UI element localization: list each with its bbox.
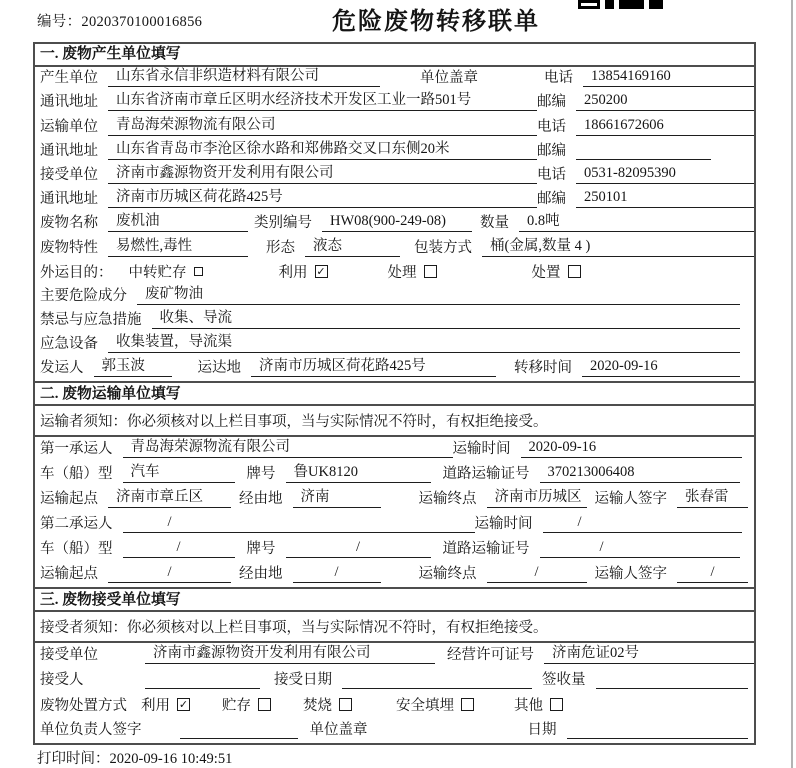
acceptor-field[interactable] [145, 670, 260, 689]
disposal-other [514, 694, 563, 715]
plate-number-field[interactable]: 鲁UK8120 [286, 463, 431, 483]
producer-address-field[interactable]: 山东省济南市章丘区明水经济技术开发区工业一路501号 [108, 91, 537, 111]
date-field[interactable] [567, 720, 749, 739]
accept-date-label: 接受日期 [274, 672, 332, 689]
disposal-incinerate [303, 694, 352, 715]
serial-label: 编号： [37, 14, 82, 30]
accepting-unit-field[interactable]: 济南市鑫源物资开发利用有限公司 [145, 644, 435, 664]
origin-label: 运输起点 [40, 566, 98, 583]
section2-title: 二. 废物运输单位填写 [35, 381, 754, 406]
transfer-storage-checkbox[interactable] [194, 267, 203, 276]
quantity-label: 数量 [480, 215, 509, 232]
checkbox-label: 焚烧 [303, 698, 332, 715]
disposal-storage-checkbox[interactable] [258, 698, 271, 711]
endpoint-field[interactable]: 济南市历城区 [487, 488, 587, 508]
emergency-equipment-field[interactable]: 收集装置，导流渠 [108, 333, 740, 353]
form-state-label: 形态 [266, 239, 295, 256]
transporter-zipcode-field[interactable] [576, 141, 711, 160]
purpose-dispose [532, 261, 581, 282]
purpose-treat [388, 261, 437, 282]
vehicle-type-label: 车（船）型 [40, 541, 113, 558]
carrier-signature-label: 运输人签字 [594, 566, 667, 583]
disposal-other-checkbox[interactable] [550, 698, 563, 711]
qr-block [578, 0, 600, 9]
purpose-transfer-storage [129, 261, 203, 282]
waste-property-field[interactable]: 易燃性,毒性 [108, 237, 248, 257]
transport-time-field[interactable]: 2020-09-16 [521, 438, 743, 458]
origin-field[interactable]: 济南市章丘区 [108, 488, 231, 508]
destination-field[interactable]: 济南市历城区荷花路425号 [251, 357, 496, 377]
zipcode-label: 邮编 [537, 142, 566, 159]
transporter-unit-label: 运输单位 [40, 118, 98, 135]
responsible-signature-label: 单位负责人签字 [40, 722, 142, 739]
shipper-label: 发运人 [40, 360, 84, 377]
transport-time-label: 运输时间 [452, 441, 511, 458]
address-label: 通讯地址 [40, 191, 98, 208]
disposal-method-row [35, 693, 754, 718]
road-permit-field[interactable]: 370213006408 [540, 463, 741, 483]
accepting-unit-row [35, 643, 754, 668]
accepting-unit-label: 接受单位 [40, 647, 98, 664]
waste-property-row [35, 236, 754, 260]
page-title: 危险废物转移联单 [332, 7, 540, 35]
plate-number-field-2[interactable]: / [286, 538, 431, 558]
checkbox-label: 安全填埋 [396, 698, 454, 715]
disposal-incinerate-checkbox[interactable] [339, 698, 352, 711]
treat-checkbox[interactable] [424, 265, 437, 278]
acceptor-row [35, 668, 754, 693]
zipcode-label: 邮编 [537, 94, 566, 111]
transporter-notice-row [35, 406, 754, 437]
second-carrier-field[interactable]: / [123, 513, 475, 533]
vehicle-type-field-2[interactable]: / [123, 538, 235, 558]
via-label: 经由地 [239, 491, 283, 508]
section2-body [35, 437, 754, 587]
notice-text: 你必须核对以上栏目事项，当与实际情况不符时，有权拒绝接受。 [127, 414, 548, 431]
checkbox-label: 利用 [278, 265, 308, 282]
section1-title: 一. 废物产生单位填写 [35, 44, 754, 67]
outbound-purpose-row [35, 261, 754, 285]
qr-block [649, 0, 663, 9]
disposal-utilize-checkbox[interactable]: ✓ [178, 698, 189, 712]
checkbox-label: 中转贮存 [128, 265, 187, 282]
page-edge-line [791, 0, 793, 768]
via-label: 经由地 [239, 566, 283, 583]
receiver-unit-field[interactable]: 济南市鑫源物资开发利用有限公司 [108, 164, 537, 184]
emergency-measures-label: 禁忌与应急措施 [40, 312, 142, 329]
qr-code-fragment [578, 0, 663, 9]
producer-unit-field[interactable]: 山东省永信非织造材料有限公司 [108, 67, 380, 87]
receiver-address-field[interactable]: 济南市历城区荷花路425号 [108, 188, 537, 208]
checkbox-label: 处置 [531, 265, 561, 282]
address-label: 通讯地址 [40, 142, 98, 159]
category-code-field[interactable]: HW08(900-249-08) [322, 212, 472, 232]
signed-quantity-field[interactable] [596, 670, 749, 689]
emergency-equipment-row [35, 333, 754, 357]
road-permit-label: 道路运输证号 [442, 541, 530, 558]
print-time [37, 747, 232, 768]
producer-address-row [35, 91, 754, 115]
checkbox-label: 利用 [141, 698, 170, 715]
emergency-measures-field[interactable]: 收集、导流 [152, 309, 741, 329]
road-permit-field-2[interactable]: / [540, 538, 741, 558]
vehicle-type-row-1 [35, 462, 754, 487]
outbound-purpose-label: 外运目的： [40, 265, 113, 282]
transporter-phone-field[interactable]: 18661672606 [576, 116, 754, 136]
transporter-unit-field[interactable]: 青岛海荣源物流有限公司 [108, 116, 537, 136]
packaging-label: 包装方式 [414, 239, 472, 256]
license-number-field[interactable]: 济南危证02号 [544, 644, 754, 664]
date-label: 日期 [527, 722, 557, 739]
second-carrier-label: 第二承运人 [40, 516, 113, 533]
receiver-notice-row [35, 612, 754, 643]
plate-number-label: 牌号 [246, 541, 276, 558]
emergency-equipment-label: 应急设备 [40, 336, 98, 353]
producer-unit-label: 产生单位 [40, 70, 98, 87]
notice-label: 接受者须知： [40, 620, 127, 637]
form-serial-number [37, 10, 202, 31]
transport-time-label: 运输时间 [474, 516, 533, 533]
second-carrier-row [35, 512, 754, 537]
endpoint-field-2[interactable]: / [487, 563, 587, 583]
waste-name-row [35, 212, 754, 236]
transporter-address-row [35, 140, 754, 164]
zipcode-label: 邮编 [537, 191, 566, 208]
endpoint-label: 运输终点 [418, 566, 477, 583]
section1-body [35, 67, 754, 381]
waste-name-field[interactable]: 废机油 [108, 212, 248, 232]
responsible-signature-field[interactable] [180, 720, 298, 739]
plate-number-label: 牌号 [246, 466, 276, 483]
shipper-row [35, 357, 754, 381]
waste-name-label: 废物名称 [40, 215, 98, 232]
phone-label: 电话 [537, 166, 566, 183]
first-carrier-field[interactable]: 青岛海荣源物流有限公司 [123, 438, 453, 458]
route-row-1 [35, 487, 754, 512]
via-field-2[interactable]: / [293, 563, 381, 583]
signed-quantity-label: 签收量 [542, 672, 586, 689]
transfer-date-label: 转移时间 [514, 360, 572, 377]
acceptor-label: 接受人 [40, 672, 84, 689]
origin-label: 运输起点 [40, 491, 98, 508]
transfer-form-table [33, 42, 756, 745]
qr-block [619, 0, 644, 9]
category-code-label: 类别编号 [254, 215, 312, 232]
hazard-component-label: 主要危险成分 [40, 287, 127, 304]
transporter-address-field[interactable]: 山东省青岛市李沧区徐水路和郑佛路交叉口东侧20米 [108, 140, 537, 160]
route-row-2 [35, 562, 754, 587]
form-state-field[interactable]: 液态 [305, 237, 400, 257]
notice-text: 你必须核对以上栏目事项，当与实际情况不符时，有权拒绝接受。 [127, 620, 548, 637]
disposal-method-label: 废物处置方式 [40, 698, 127, 715]
via-field[interactable]: 济南 [293, 488, 381, 508]
disposal-utilize [141, 694, 190, 715]
checkbox-label: 贮存 [222, 698, 251, 715]
unit-seal-label: 单位盖章 [309, 722, 368, 739]
receiver-phone-field[interactable]: 0531-82095390 [576, 164, 754, 184]
shipper-field[interactable]: 郭玉波 [94, 357, 172, 377]
receiver-zipcode-field[interactable]: 250101 [576, 188, 754, 208]
hazard-component-row [35, 285, 754, 309]
receiver-address-row [35, 188, 754, 212]
phone-label: 电话 [544, 70, 573, 87]
producer-zipcode-field[interactable]: 250200 [576, 91, 754, 111]
license-number-label: 经营许可证号 [447, 647, 534, 664]
road-permit-label: 道路运输证号 [442, 466, 530, 483]
disposal-landfill [396, 694, 474, 715]
disposal-landfill-checkbox[interactable] [461, 698, 474, 711]
checkbox-label: 处理 [387, 265, 417, 282]
endpoint-label: 运输终点 [418, 491, 477, 508]
serial-value: 2020370100016856 [81, 14, 203, 30]
destination-label: 运达地 [197, 360, 241, 377]
waste-property-label: 废物特性 [40, 239, 98, 256]
section3-title: 三. 废物接受单位填写 [35, 587, 754, 612]
first-carrier-label: 第一承运人 [40, 441, 113, 458]
carrier-signature-field[interactable]: 张春雷 [677, 488, 748, 508]
unit-seal-label: 单位盖章 [420, 70, 478, 87]
print-time-value: 2020-09-16 10:49:51 [109, 751, 233, 767]
notice-label: 运输者须知： [40, 414, 127, 431]
transfer-date-field[interactable]: 2020-09-16 [582, 357, 740, 377]
section3-body [35, 643, 754, 743]
receiver-unit-row [35, 164, 754, 188]
emergency-measures-row [35, 309, 754, 333]
qr-block [605, 0, 614, 9]
print-time-label: 打印时间： [37, 751, 110, 767]
carrier-signature-field-2[interactable]: / [677, 563, 748, 583]
purpose-utilize [279, 261, 328, 282]
origin-field-2[interactable]: / [108, 563, 231, 583]
address-label: 通讯地址 [40, 94, 98, 111]
vehicle-type-label: 车（船）型 [40, 466, 113, 483]
packaging-field[interactable]: 桶(金属,数量 4 ) [482, 237, 754, 257]
producer-unit-row [35, 67, 754, 91]
accept-date-field[interactable] [342, 670, 532, 689]
dispose-checkbox[interactable] [568, 265, 581, 278]
first-carrier-row [35, 437, 754, 462]
receiver-unit-label: 接受单位 [40, 166, 98, 183]
checkbox-label: 其他 [514, 698, 543, 715]
utilize-checkbox[interactable]: ✓ [316, 265, 326, 279]
vehicle-type-row-2 [35, 537, 754, 562]
transporter-unit-row [35, 115, 754, 139]
quantity-field[interactable]: 0.8吨 [519, 212, 754, 232]
disposal-storage [222, 694, 271, 715]
transport-time-field-2[interactable]: / [543, 513, 743, 533]
vehicle-type-field[interactable]: 汽车 [123, 463, 235, 483]
hazard-component-field[interactable]: 废矿物油 [137, 285, 740, 305]
phone-label: 电话 [537, 118, 566, 135]
responsible-signature-row [35, 718, 754, 743]
producer-phone-field[interactable]: 13854169160 [583, 67, 754, 87]
carrier-signature-label: 运输人签字 [594, 491, 667, 508]
